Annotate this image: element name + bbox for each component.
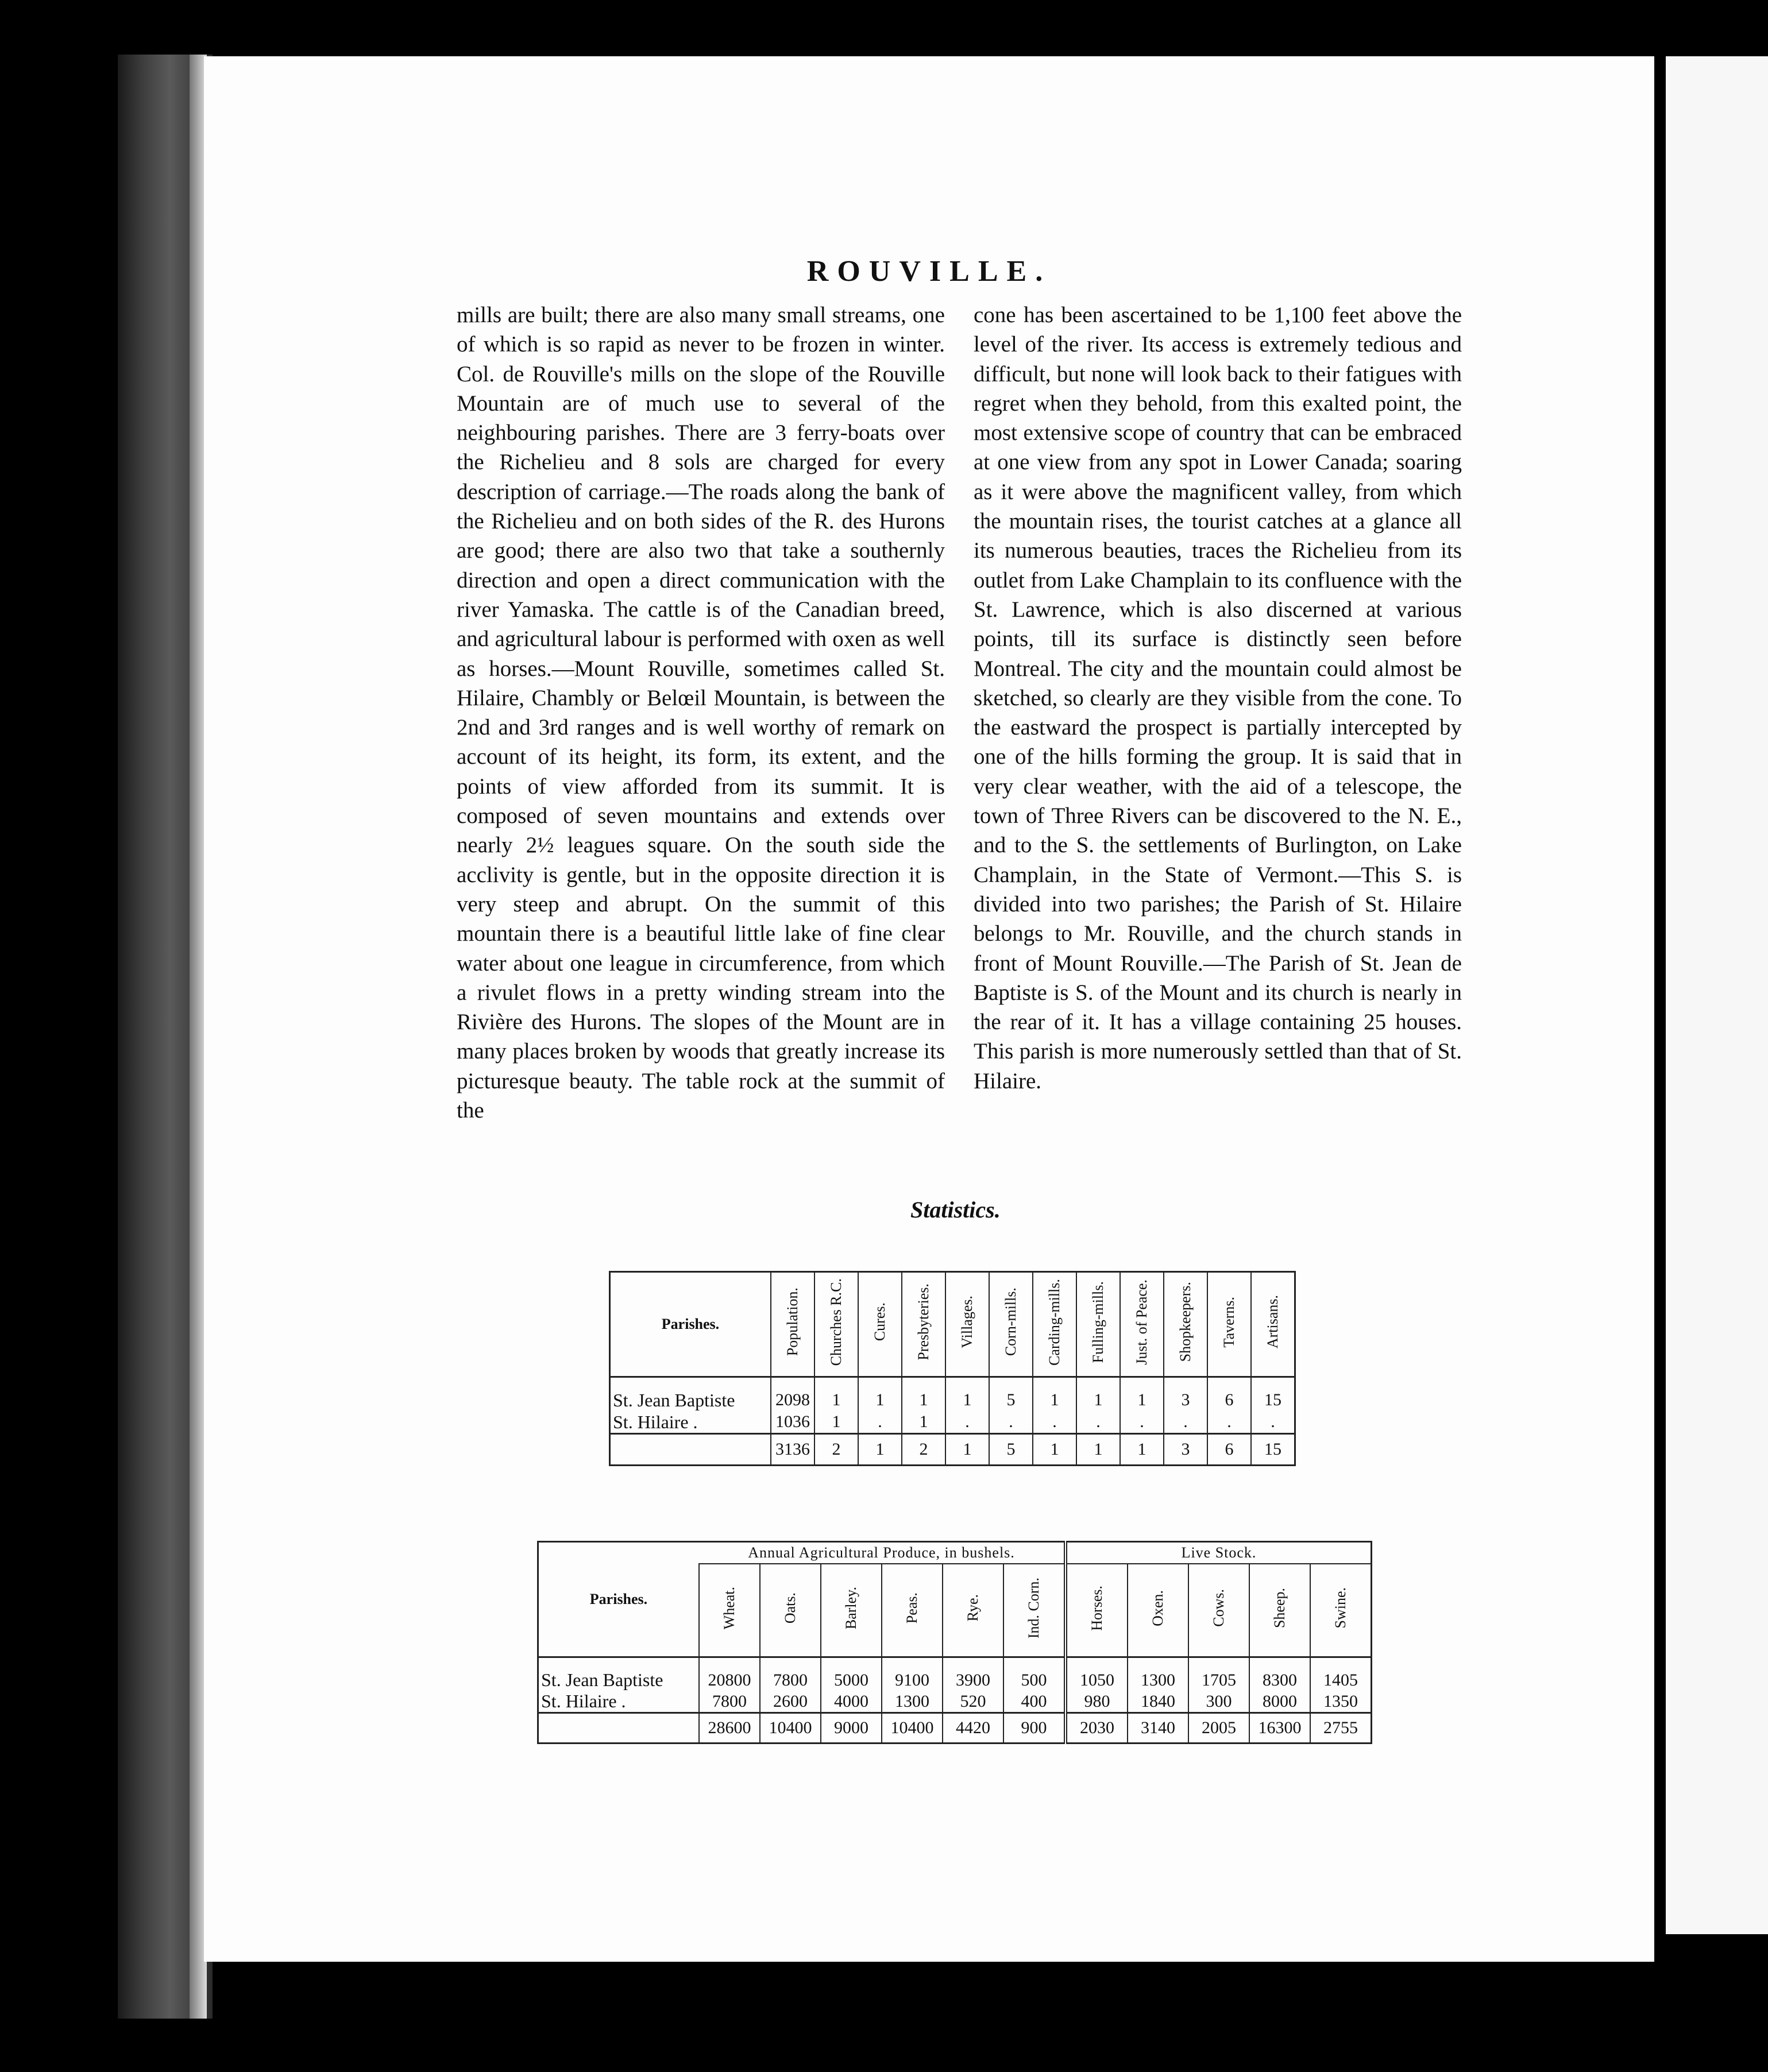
total-cell: 9000 — [821, 1713, 882, 1744]
column-header — [1310, 1564, 1372, 1657]
totals-row — [610, 1434, 1295, 1466]
parish-name: St. Hilaire . — [613, 1411, 698, 1432]
total-cell: 1 — [1076, 1434, 1120, 1466]
table-cell: 1 — [1076, 1377, 1120, 1412]
table-row — [610, 1377, 1295, 1412]
column-header — [1128, 1564, 1188, 1657]
total-cell: 3 — [1164, 1434, 1207, 1466]
column-header — [1066, 1564, 1128, 1657]
column-header-label: Shopkeepers. — [1177, 1282, 1194, 1362]
total-cell: 16300 — [1249, 1713, 1310, 1744]
column-header-label: Ind. Corn. — [1025, 1577, 1042, 1639]
table-row — [610, 1411, 1295, 1434]
parish-name: St. Hilaire . — [541, 1691, 626, 1711]
table-cell: . — [1251, 1411, 1295, 1434]
table-cell: 1036 — [771, 1411, 814, 1434]
totals-row — [538, 1713, 1372, 1744]
column-header-label: Rye. — [964, 1594, 981, 1622]
total-cell: 1 — [858, 1434, 902, 1466]
total-cell: 5 — [989, 1434, 1033, 1466]
table-cell: 1300 — [882, 1691, 943, 1713]
table-cell: 1 — [814, 1411, 858, 1434]
column-header — [1120, 1272, 1164, 1377]
total-cell: 6 — [1207, 1434, 1251, 1466]
table-cell: 4000 — [821, 1691, 882, 1713]
table-cell: 2098 — [771, 1377, 814, 1412]
column-header — [1207, 1272, 1251, 1377]
table-row — [538, 1691, 1372, 1713]
column-header-label: Oxen. — [1149, 1590, 1166, 1626]
column-header-label: Fulling-mills. — [1090, 1281, 1106, 1363]
totals-label — [538, 1713, 700, 1744]
column-header — [1033, 1272, 1076, 1377]
table-cell: 3 — [1164, 1377, 1207, 1412]
column-header — [1251, 1272, 1295, 1377]
total-cell: 4420 — [943, 1713, 1003, 1744]
table-cell: 1 — [902, 1377, 945, 1412]
column-header-label: Just. of Peace. — [1133, 1279, 1150, 1365]
column-header — [858, 1272, 902, 1377]
table-cell: . — [1120, 1411, 1164, 1434]
running-header: ROUVILLE. — [806, 255, 1052, 288]
column-header-label: Swine. — [1332, 1587, 1349, 1629]
column-header-label: Presbyteries. — [915, 1284, 932, 1360]
parish-name: St. Jean Baptiste — [538, 1657, 700, 1691]
table-cell: 980 — [1066, 1691, 1128, 1713]
column-header — [989, 1272, 1033, 1377]
column-header-label: Oats. — [782, 1592, 798, 1624]
column-header — [1164, 1272, 1207, 1377]
total-cell: 2030 — [1066, 1713, 1128, 1744]
table-cell: 500 — [1003, 1657, 1066, 1691]
column-header — [1188, 1564, 1249, 1657]
totals-label — [610, 1434, 771, 1466]
table-cell: 3900 — [943, 1657, 1003, 1691]
right-column-text: cone has been ascertained to be 1,100 feet above the level of the river. Its access is extremely tedious and difficult, but none will look back to their fatigues with regret when they behold, from this exalted point, the most extensive scope of country that can be embraced at one view from any spot in Lower Canada; soaring as it were above the magnificent valley, from which the mountain rises, the tourist catches at a glance all its numerous beauties, traces the Richelieu from its outlet from Lake Champlain to its confluence with the St. Lawrence, which is also discerned at various points, till its surface is distinctly seen before Montreal. The city and the mountain could almost be sketched, so clearly are they visible from the cone. To the eastward the prospect is partially intercepted by one of the hills forming the group. It is said that in very clear weather, with the aid of a telescope, the town of Three Rivers can be discovered to the N. E., and to the S. the settlements of Burlington, on Lake Champlain, in the State of Vermont.—This S. is divided into two parishes; the Parish of St. Hilaire belongs to Mr. Rouville, and the church stands in front of Mount Rouville.—The Parish of St. Jean de Baptiste is S. of the Mount and its church is nearly in the rear of it. It has a village containing 25 houses. This parish is more numerously settled than that of St. Hilaire. — [974, 303, 1462, 1093]
total-cell: 1 — [945, 1434, 989, 1466]
table-cell: 7800 — [699, 1691, 760, 1713]
table-cell: 1840 — [1128, 1691, 1188, 1713]
right-column — [974, 300, 1462, 1096]
table-cell: 8000 — [1249, 1691, 1310, 1713]
table-cell: . — [858, 1411, 902, 1434]
column-header-label: Cures. — [871, 1302, 888, 1342]
column-header — [1249, 1564, 1310, 1657]
column-header-label: Carding-mills. — [1046, 1278, 1063, 1366]
column-header-label: Cows. — [1210, 1589, 1227, 1627]
column-header — [699, 1564, 760, 1657]
column-header — [760, 1564, 821, 1657]
column-header-label: Horses. — [1088, 1585, 1105, 1631]
total-cell: 2755 — [1310, 1713, 1372, 1744]
statistics-title: Statistics. — [910, 1197, 1001, 1223]
column-header — [1003, 1564, 1066, 1657]
column-header-label: Corn-mills. — [1002, 1288, 1019, 1356]
total-cell: 28600 — [699, 1713, 760, 1744]
column-header — [821, 1564, 882, 1657]
table-cell: 7800 — [760, 1657, 821, 1691]
book-page — [204, 56, 1654, 1962]
column-header-label: Churches R.C. — [828, 1278, 844, 1366]
table-cell: 400 — [1003, 1691, 1066, 1713]
table-row — [538, 1657, 1372, 1691]
column-header — [945, 1272, 989, 1377]
table1-parish-header: Parishes. — [661, 1316, 720, 1332]
column-header-label: Villages. — [959, 1296, 975, 1348]
table-cell: 1705 — [1188, 1657, 1249, 1691]
table-cell: 5 — [989, 1377, 1033, 1412]
table-cell: 1350 — [1310, 1691, 1372, 1713]
table-cell: 9100 — [882, 1657, 943, 1691]
table-cell: 20800 — [699, 1657, 760, 1691]
table-cell: 8300 — [1249, 1657, 1310, 1691]
produce-group-header: Annual Agricultural Produce, in bushels. — [699, 1542, 1066, 1564]
table-cell: 1 — [1033, 1377, 1076, 1412]
total-cell: 2 — [902, 1434, 945, 1466]
table-cell: 1 — [858, 1377, 902, 1412]
total-cell: 1 — [1033, 1434, 1076, 1466]
column-header — [882, 1564, 943, 1657]
column-header-label: Barley. — [843, 1586, 859, 1630]
livestock-group-header: Live Stock. — [1066, 1542, 1372, 1564]
column-header-label: Taverns. — [1221, 1296, 1237, 1348]
table-cell: 6 — [1207, 1377, 1251, 1412]
table-cell: 300 — [1188, 1691, 1249, 1713]
statistics-table-1 — [609, 1271, 1296, 1466]
parish-name: St. Jean Baptiste — [610, 1377, 771, 1412]
table-cell: 1 — [1120, 1377, 1164, 1412]
table-cell: 15 — [1251, 1377, 1295, 1412]
total-cell: 3140 — [1128, 1713, 1188, 1744]
left-column-text: mills are built; there are also many small streams, one of which is so rapid as never to be frozen in winter. Col. de Rouville's mills on the slope of the Rouville Mountain are of much use to several of the neighbouring parishes. There are 3 ferry-boats over the Richelieu and 8 sols are charged for every description of carriage.—The roads along the bank of the Richelieu and on both sides of the R. des Hurons are good; there are also two that take a southernly direction and open a direct communication with the river Yamaska. The cattle is of the Canadian breed, and agricultural labour is performed with oxen as well as horses.—Mount Rouville, sometimes called St. Hilaire, Chambly or Belœil Mountain, is between the 2nd and 3rd ranges and is well worthy of remark on account of its height, its form, its extent, and the points of view afforded from its summit. It is composed of seven mountains and extends over nearly 2½ leagues square. On the south side the acclivity is gentle, but in the opposite direction it is very steep and abrupt. On the summit of this mountain there is a beautiful little lake of fine clear water about one league in circumference, from which a rivulet flows in a pretty winding stream into the Rivière des Hurons. The slopes of the Mount are in many places broken by woods that greatly increase its picturesque beauty. The table rock at the summit of the — [457, 303, 945, 1123]
table-cell: . — [945, 1411, 989, 1434]
table-cell: 1 — [902, 1411, 945, 1434]
total-cell: 10400 — [760, 1713, 821, 1744]
column-header — [771, 1272, 814, 1377]
column-header — [902, 1272, 945, 1377]
column-header — [943, 1564, 1003, 1657]
left-column — [457, 300, 945, 1125]
table-cell: 1300 — [1128, 1657, 1188, 1691]
table-cell: . — [1076, 1411, 1120, 1434]
total-cell: 15 — [1251, 1434, 1295, 1466]
table-cell: 1050 — [1066, 1657, 1128, 1691]
column-header-label: Population. — [784, 1288, 801, 1356]
column-header — [1076, 1272, 1120, 1377]
table-cell: . — [1207, 1411, 1251, 1434]
table-cell: 2600 — [760, 1691, 821, 1713]
table-cell: 5000 — [821, 1657, 882, 1691]
table-cell: . — [1033, 1411, 1076, 1434]
table-cell: 520 — [943, 1691, 1003, 1713]
total-cell: 10400 — [882, 1713, 943, 1744]
column-header-label: Peas. — [904, 1592, 920, 1624]
total-cell: 3136 — [771, 1434, 814, 1466]
total-cell: 2 — [814, 1434, 858, 1466]
facing-page-edge — [1666, 56, 1768, 1934]
total-cell: 2005 — [1188, 1713, 1249, 1744]
total-cell: 1 — [1120, 1434, 1164, 1466]
table-cell: 1 — [945, 1377, 989, 1412]
column-header-label: Sheep. — [1271, 1587, 1288, 1629]
table-cell: 1 — [814, 1377, 858, 1412]
table2-parish-header: Parishes. — [589, 1591, 648, 1607]
column-header — [814, 1272, 858, 1377]
table-cell: . — [1164, 1411, 1207, 1434]
table-cell: 1405 — [1310, 1657, 1372, 1691]
column-header-label: Wheat. — [721, 1586, 738, 1630]
column-header-label: Artisans. — [1264, 1295, 1281, 1349]
table-cell: . — [989, 1411, 1033, 1434]
total-cell: 900 — [1003, 1713, 1066, 1744]
statistics-table-2 — [537, 1541, 1372, 1744]
